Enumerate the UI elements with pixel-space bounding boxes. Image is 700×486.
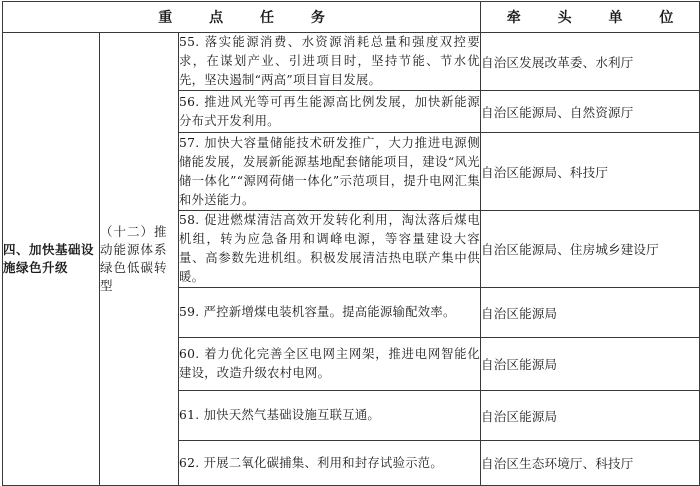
unit-cell: 自治区能源局	[481, 288, 700, 338]
task-cell: 55. 落实能源消费、水资源消耗总量和强度双控要求，在谋划产业、引进项目时，坚持节能、节水优先，坚决遏制“两高”项目盲目发展。	[179, 33, 481, 91]
subcategory-cell: （十二）推动能源体系绿色低碳转型	[100, 33, 179, 486]
unit-cell: 自治区能源局、自然资源厅	[481, 91, 700, 133]
header-unit-label: 牵 头 单 位	[506, 10, 690, 26]
table-row	[3, 33, 700, 91]
header-unit	[481, 2, 700, 33]
task-cell: 57. 加快大容量储能技术研发推广，大力推进电源侧储能发展，发展新能源基地配套储能项目，建设“风光储一体化”“源网荷储一体化”示范项目，提升电网汇集和外送能力。	[179, 133, 481, 211]
task-cell: 56. 推进风光等可再生能源高比例发展，加快新能源分布式开发利用。	[179, 91, 481, 133]
unit-cell: 自治区能源局	[481, 391, 700, 441]
category-cell: 四、加快基础设施绿色升级	[3, 33, 100, 486]
header-tasks-label: 重 点 任 务	[158, 10, 341, 26]
header-tasks	[3, 2, 481, 33]
unit-cell: 自治区能源局、住房城乡建设厅	[481, 211, 700, 288]
task-cell: 61. 加快天然气基础设施互联互通。	[179, 391, 481, 441]
task-cell: 60. 着力优化完善全区电网主网架，推进电网智能化建设，改造升级农村电网。	[179, 338, 481, 391]
unit-cell: 自治区生态环境厅、科技厅	[481, 441, 700, 486]
unit-cell: 自治区能源局、科技厅	[481, 133, 700, 211]
task-cell: 62. 开展二氧化碳捕集、利用和封存试验示范。	[179, 441, 481, 486]
unit-cell: 自治区能源局	[481, 338, 700, 391]
unit-cell: 自治区发展改革委、水利厅	[481, 33, 700, 91]
header-row	[3, 2, 700, 33]
task-cell: 59. 严控新增煤电装机容量。提高能源输配效率。	[179, 288, 481, 338]
task-table	[2, 1, 700, 486]
task-cell: 58. 促进燃煤清洁高效开发转化利用，淘汰落后煤电机组，转为应急备用和调峰电源，等容量建设大容量、高参数先进机组。积极发展清洁热电联产集中供暖。	[179, 211, 481, 288]
